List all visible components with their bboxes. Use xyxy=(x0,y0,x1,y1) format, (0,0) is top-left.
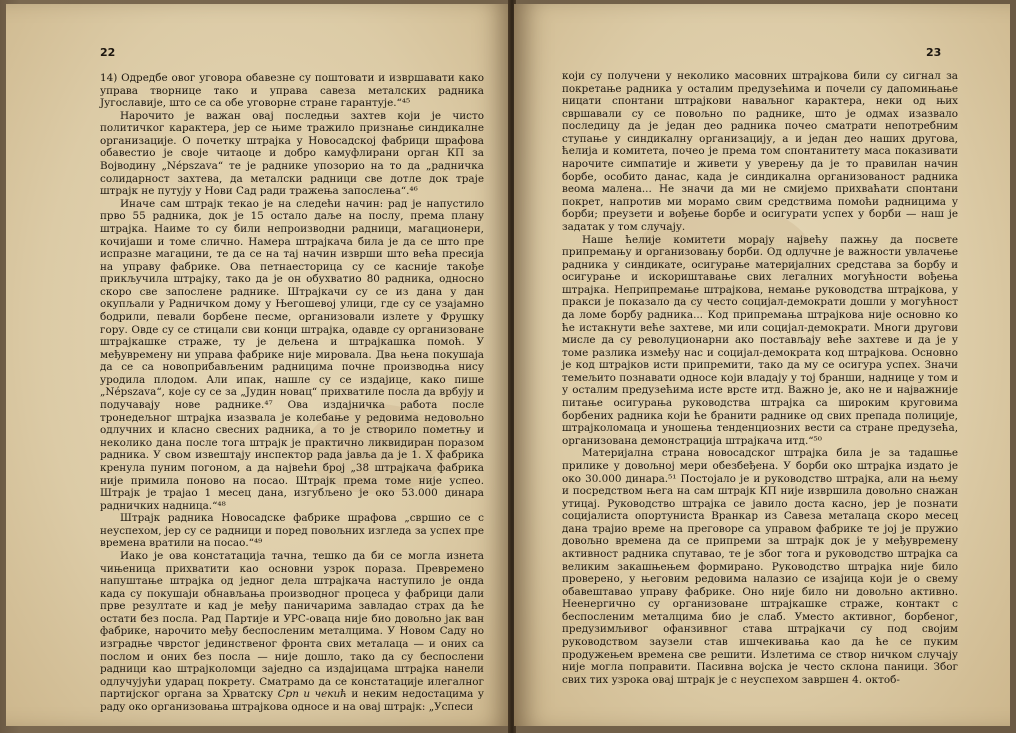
paragraph: Штрајк радника Новосадске фабрике шрафова „свршио се с неуспехом, јер су се радници и поред повољних изгледа за успех пре времена вратили на посао.“⁴⁹ xyxy=(100,512,484,550)
italic-source-title: Срп и чекић xyxy=(277,688,347,701)
paragraph: који су получени у неколико масовних штрајкова били су сигнал за покретање радника у осталим предузећима и почели су дапомињање ницати спонтани штрајкови наваљног карактера, неки од њих свршавали су се повољно по раднике, што је одмах изазвало последицу да је један део радника почео сматрати непотребним ступање у синдикалну организацију, а и један део наших другова, ћелија и комитета, почео је према том спонтанитету маса показивати нарочите симпатије и живети у уверењу да је то правилан начин борбе, особито данас, када је синдикална организованост радника веома малена... Не значи да ми не смијемо прихваћати спонтани покрет, напротив ми морамо свим средствима помоћи радницима у борби; преузети и вођење борбе и осигурати успех у борби — наш је задатак у том случају. xyxy=(562,70,958,233)
paragraph-text: Иако је ова констатација тачна, тешко да би се могла изнета чињеница прихватити као основни узрок пораза. Превремено напуштање штрајка од једног дела штрајкача наступило је онда када су покушаји обнављања производног процеса у фабрици дали прве резултате и кад је међу паничарима завладао страх да ће остати без посла. Рад Партије и УРС-оваца није био довољно јак ван фабрике, нарочито међу беспосленим металцима. У Новом Саду но изградње чврстог јединственог фронта свих металаца — и оних са послом и оних без посла — није дошло, тако да су беспослени радници као штрајколомци заједно са издајицама штрајка нанели одлучујући ударац покрету. Сматрамо да се констатације илегалног партијског органа за Хрватску xyxy=(100,549,484,701)
page-number: 22 xyxy=(100,46,116,59)
paragraph: 14) Одредбе овог уговора обавезне су поштовати и извршавати како управа творнице тако и управа савеза металских радника Југославије, што се са обе уговорне стране гарантује.“⁴⁵ xyxy=(100,72,484,110)
paragraph: Нарочито је важан овај последњи захтев који је чисто политичког карактера, јер се њиме тражило признање синдикалне организације. О почетку штрајка у Новосадској фабрици шрафова обавестио је своје читаоце и добро камуфлирани орган КП за Војводину „Népszava“ те је раднике упозорио на то да „радничка солидарност захтева, да металски радници све дотле док траје штрајк не путују у Нови Сад ради тражења запослења“.⁴⁶ xyxy=(100,109,484,198)
paragraph: Материјална страна новосадског штрајка била је за тадашње прилике у довољној мери обезбеђена. У борби око штрајка издато је око 30.000 динара.⁵¹ Постојало је и руководство штрајка, али на њему и посредством њега на сам штрајк КП није извршила довољно снажан утицај. Руководство штрајка се јавило доста касно, јер је познати социјалиста опортуниста Вранкар из Савеза металаца скоро месец дана трајио време на преговоре са управом фабрике те јој је пружио довољно времена да се припреми за штрајк док је у међувремену активност радника спутавао, те је због тога и руководство штрајка са великим закашњењем формирано. Руководство штрајка није било проверено, у његовим редовима налазио се изајица који је о свему обавештавао управу фабрике. Оно није било ни довољно активно. Неенергично су организоване штрајкашке страже, контакт с беспосленим металцима био је слаб. Уместо активног, борбеног, предузимљивог офанзивног става штрајкачи су под својим руководством заузели став ишчекивања као да ће се пуким продужењем времена све решити. Излетима се створ ничком случају није могла поправити. Пасивна војска је често склона паници. Због свих тих узрока овај штрајк је с неуспехом завршен 4. октоб- xyxy=(562,447,958,686)
paragraph: Наше ћелије комитети морају највећу пажњу да посвете припремању и организовању борби. Од одлучне је важности увлачење радника у синдикате, осигурање материјалних средстава за борбу и осигурање и искориштавање свих легалних могућности вођења штрајка. Неприпремање штрајкова, немање руководства штрајкова, у пракси је показало да су често социјал-демократи дошли у могућност да ломе борбу радника... Код припремања штрајкова није основно ко ће истакнути веће захтеве, ми или социјал-демократи. Многи другови мисле да су револуционарни ако постављају веће захтеве и да је у томе разлика између нас и социјал-демократа код штрајкова. Основно је код штрајков исти припремити, тако да му се осигура успех. Значи темељито познавати односе који владају у тој бранши, наднице у том и у осталим предузећима исте врсте итд. Важно је, ако не и најважније питање осигурања руководства штрајка са широким круговима борбених радника који ће бранити раднике од свих препада полиције, штрајколомаца и уношења тенденциозних вести са стране предузећа, организована демонстрација штрајкача итд.“⁵⁰ xyxy=(562,233,958,447)
paragraph xyxy=(100,550,484,714)
right-page-text xyxy=(562,70,958,686)
paragraph: Иначе сам штрајк текао је на следећи начин: рад је напустило прво 55 радника, док је 15 остало даље на послу, према плану штрајка. Наиме то су били непроизводни радници, магационери, кочијаши и томе слично. Намера штрајкача била је да се што пре испразне магацини, те да се на тај начин изврши што већа пресија на управу фабрике. Ова петнаесторица су се касније такође прикључила штрајку, тако да је он обухватио 80 радника, односно скоро све запослене раднике. Штрајкачи су се из дана у дан окупљали у Радничком дому у Његошевој улици, где су се узајамно бодрили, певали борбене песме, организовали излете у Фрушку гору. Овде су се стицали сви конци штрајка, одавде су организоване штрајкашке страже, ту је дељена и штрајкашка помоћ. У међувремену ни управа фабрике није мировала. Два њена покушаја да се са новоприбављеним радницима почне производња нису уродила плодом. Али ипак, нашле су се издајице, како пише „Népszava“, које су се за „Јудин новац“ прихватиле посла да врбују и подучавају нове раднике.⁴⁷ Ова издајничка работа после тронедељног штрајка изазвала је колебање у редовима недовољно одлучних и класно свесних радника, а то је створило пометњу и неколико дана после тога штрајк је практично ликвидиран поразом радника. У свом извештају инспектор рада јавља да је 1. X фабрика кренула пуним погоном, а да највећи број „38 штрајкача фабрика није примила поново на посао. Штрајк према томе није успео. Штрајк је трајао 1 месец дана, изгубљено је око 53.000 динара радничких надница.“⁴⁸ xyxy=(100,197,484,512)
paragraph-text: и неким недостацима у раду око организовања штрајкова односе и на овај штрајк: „Успеси xyxy=(100,688,484,713)
right-page xyxy=(514,4,1010,726)
left-page xyxy=(6,4,512,726)
page-number: 23 xyxy=(926,46,942,59)
left-page-text xyxy=(100,72,484,713)
